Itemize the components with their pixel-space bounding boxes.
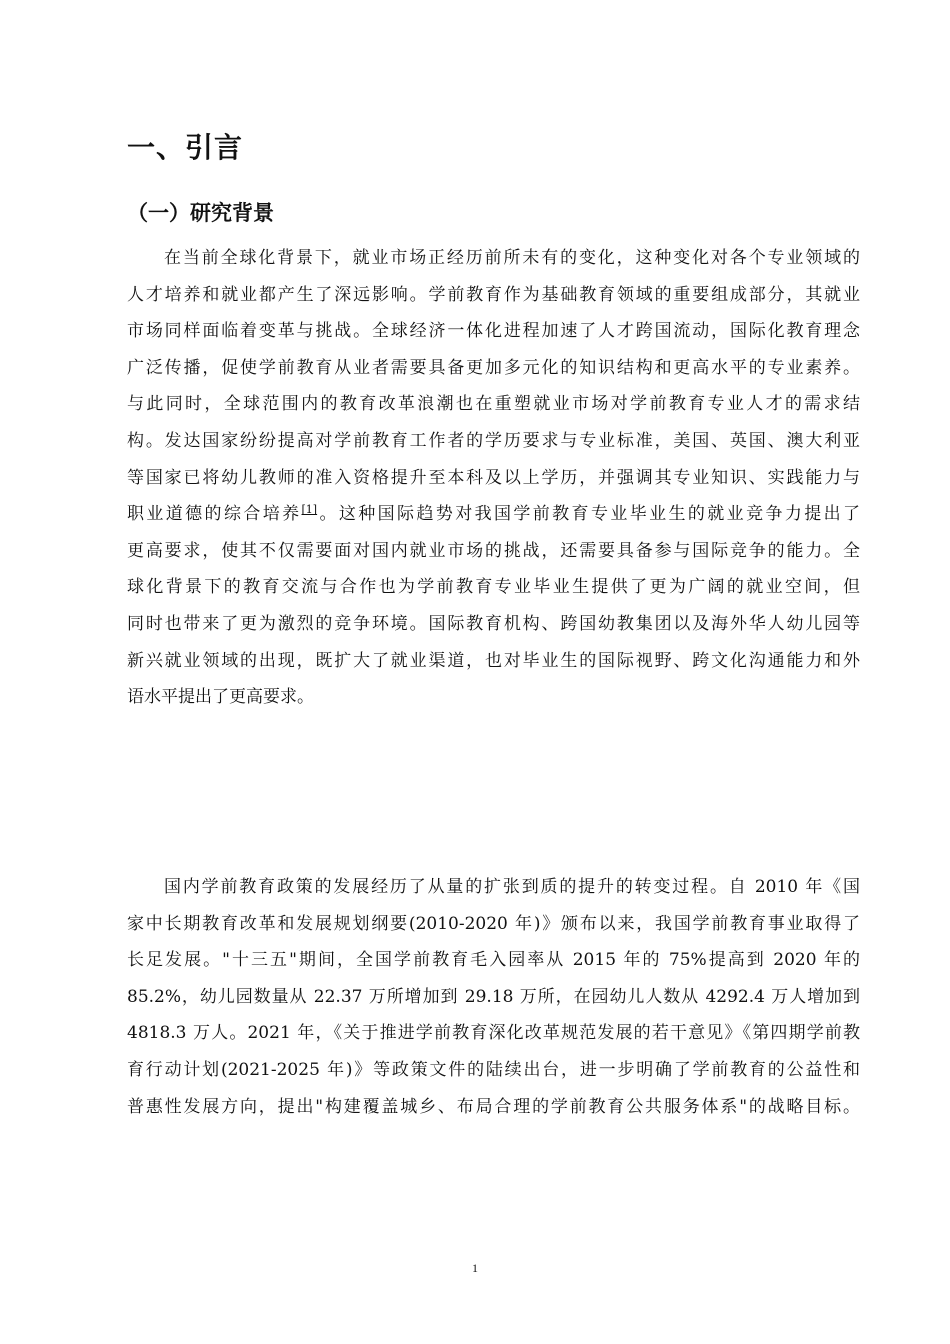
paragraph-line: 在当前全球化背景下，就业市场正经历前所未有的变化，这种变化对各个专业领域的 [164, 248, 860, 268]
page-number: 1 [472, 1261, 478, 1275]
paragraph-line-with-citation [127, 496, 860, 533]
paragraph-line: 同时也带来了更为激烈的竞争环境。国际教育机构、跨国幼教集团以及海外华人幼儿园等 [127, 613, 860, 634]
paragraph-line: 更高要求，使其不仅需要面对国内就业市场的挑战，还需要具备参与国际竞争的能力。全 [127, 540, 860, 561]
paragraph-line: 构。发达国家纷纷提高对学前教育工作者的学历要求与专业标准，美国、英国、澳大利亚 [127, 430, 860, 451]
paragraph-domestic-policy [127, 869, 860, 1125]
citation-link[interactable]: [1] [301, 503, 318, 517]
paragraph-line: 普惠性发展方向，提出"构建覆盖城乡、布局合理的学前教育公共服务体系"的战略目标。 [127, 1096, 860, 1117]
paragraph-line: 长足发展。"十三五"期间，全国学前教育毛入园率从 2015 年的 75%提高到 2020 年的 [127, 950, 860, 971]
section-heading: （一）研究背景 [127, 201, 274, 225]
chapter-heading: 一、引言 [127, 131, 244, 164]
paragraph-line: 球化背景下的教育交流与合作也为学前教育专业毕业生提供了更为广阔的就业空间，但 [127, 577, 860, 598]
paragraph-line: 4818.3 万人。2021 年，《关于推进学前教育深化改革规范发展的若干意见》《第四期学前教 [127, 1023, 860, 1044]
paragraph-line: 市场同样面临着变革与挑战。全球经济一体化进程加速了人才跨国流动，国际化教育理念 [127, 321, 860, 342]
paragraph-line: 广泛传播，促使学前教育从业者需要具备更加多元化的知识结构和更高水平的专业素养。 [127, 357, 860, 378]
paragraph-line: 语水平提出了更高要求。 [127, 687, 314, 708]
paragraph-line: 新兴就业领域的出现，既扩大了就业渠道，也对毕业生的国际视野、跨文化沟通能力和外 [127, 650, 860, 671]
line-text-before-citation: 职业道德的综合培养 [127, 504, 302, 525]
paragraph-line: 育行动计划(2021-2025 年)》等政策文件的陆续出台，进一步明确了学前教育的公益性和 [127, 1059, 860, 1080]
paragraph-line: 85.2%，幼儿园数量从 22.37 万所增加到 29.18 万所，在园幼儿人数从 4292.4 万人增加到 [127, 986, 860, 1007]
paragraph-research-background [127, 240, 860, 716]
line-text-after-citation: 。这种国际趋势对我国学前教育专业毕业生的就业竞争力提出了 [317, 504, 860, 525]
paragraph-line: 国内学前教育政策的发展经历了从量的扩张到质的提升的转变过程。自 2010 年《国 [164, 877, 860, 897]
paragraph-line: 家中长期教育改革和发展规划纲要(2010-2020 年)》颁布以来，我国学前教育事业取得了 [127, 913, 860, 934]
paragraph-line: 与此同时，全球范围内的教育改革浪潮也在重塑就业市场对学前教育专业人才的需求结 [127, 394, 860, 415]
paragraph-line: 人才培养和就业都产生了深远影响。学前教育作为基础教育领域的重要组成部分，其就业 [127, 284, 860, 305]
paragraph-line: 等国家已将幼儿教师的准入资格提升至本科及以上学历，并强调其专业知识、实践能力与 [127, 467, 860, 488]
